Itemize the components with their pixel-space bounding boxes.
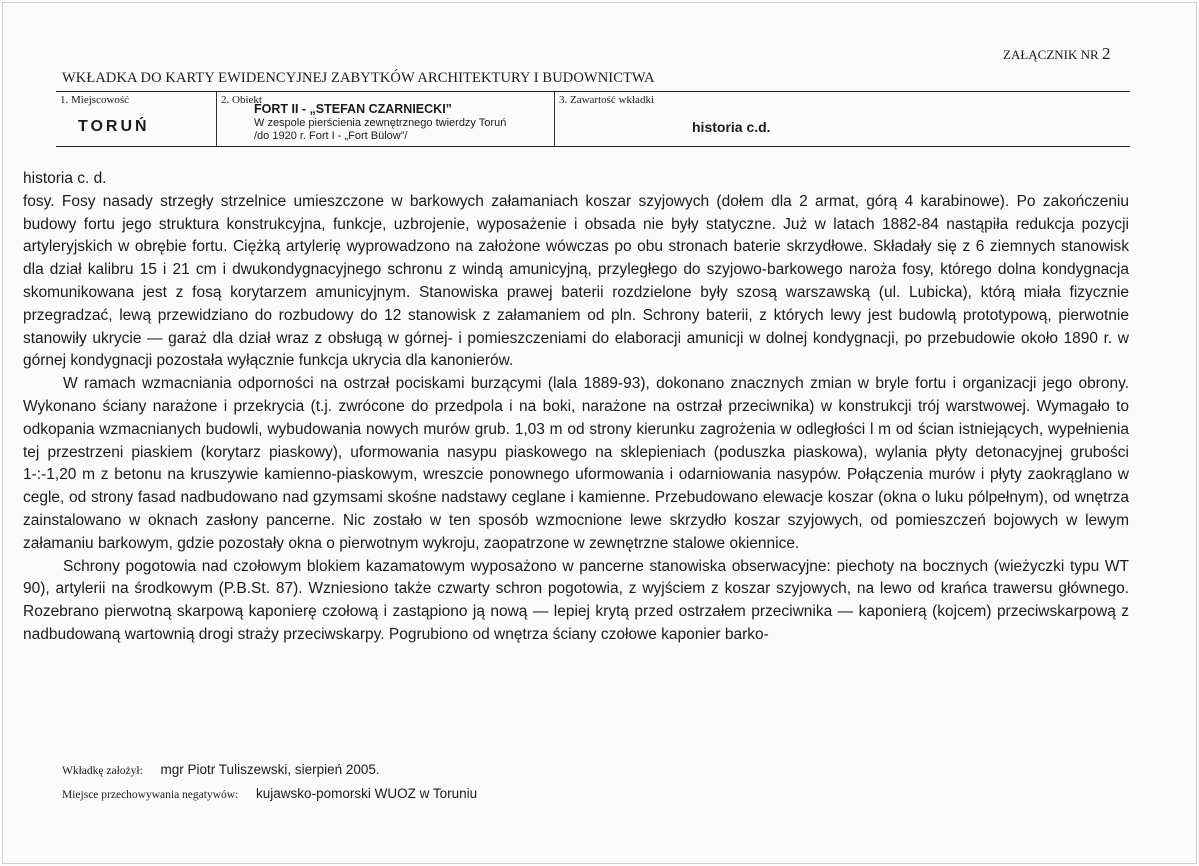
paragraph-1: fosy. Fosy nasady strzegły strzelnice umieszczone w barkowych załamaniach koszar szyjowych (dołem dla 2 armat, górą 4 karabinowe). Po zakończeniu budowy fortu jego struktura konstrukcyjna, funkcje, uzbrojenie, wyposażenie i obsada nie były statyczne. Już w latach 1882-84 nastąpiła redukcja pozycji artyleryjskich w obrębie fortu. Ciężką artylerię wyprowadzono na założone wówczas po obu stronach baterie skrzydłowe. Składały się z 6 ziemnych stanowisk dla dział kalibru 15 i 21 cm i dwukondygnacyjnego schronu z windą amunicyjną, przyległego do szyjowo-barkowego naroża fosy, którego dolna kondygnacja skomunikowana jest z fosą korytarzem amunicyjnym. Stanowiska prawej baterii rozdzielone były szosą warszawską (ul. Lubicka), którą miała fizycznie przegradzać, lewą przewidziano do rozbudowy do 12 stanowisk z załamaniem od pln. Schrony baterii, z których lewy jest budowlą prototypową, pierwotnie stanowiły ukrycie — garaż dla dział wraz z obsługą w górnej- i pomieszczeniami do elaboracji amunicji w dolnej kondygnacji, po przebudowie około 1890 r. w górnej kondygnacji pozostała wyłącznie funkcja ukrycia dla kanonierów. — [23, 192, 1129, 370]
object-name: FORT II - „STEFAN CZARNIECKI” — [254, 102, 452, 116]
cell-object — [217, 92, 555, 146]
header-table — [56, 91, 1130, 147]
locality-value: TORUŃ — [78, 118, 150, 135]
contents-value: historia c.d. — [692, 119, 771, 135]
cell-locality — [56, 92, 217, 146]
form-title: WKŁADKA DO KARTY EWIDENCYJNEJ ZABYTKÓW ARCHITEKTURY I BUDOWNICTWA — [62, 70, 655, 86]
paragraph-3: Schrony pogotowia nad czołowym blokiem kazamatowym wyposażono w pancerne stanowiska obserwacyjne: piechoty na bocznych (wieżyczki typu WT 90), artylerii na środkowym (P.B.St. 87). Wzniesiono także czwarty schron pogotowia, z wyjściem z koszar szyjowych, na lewo od krańca trawersu głównego. Rozebrano pierwotną skarpową kaponierę czołową i zastąpiono ją nową — lepiej krytą przed ostrzałem przeciwnika — kaponierą (kojcem) przeciwskarpową z nadbudowaną wartownią drogi straży przeciwskarpy. Pogrubiono od wnętrza ściany czołowe kaponier barko- — [23, 557, 1129, 643]
body-text — [23, 168, 1129, 647]
object-description — [254, 117, 554, 143]
locality-label: 1. Miejscowość — [60, 94, 130, 106]
paragraph-2: W ramach wzmacniania odporności na ostrzał pociskami burzącymi (lala 1889-93), dokonano znacznych zmian w bryle fortu i organizacji jego obrony. Wykonano ściany narażone i przekrycia (t.j. zwrócone do przedpola i na boki, narażone na ostrzał przeciwnika) w konstrukcji trój warstwowej. Wymagało to odkopania wzmacnianych budowli, wybudowania nowych murów grub. 1,03 m od strony kierunku zagrożenia w odległości l m od ścian istniejących, wypełnienia tej przestrzeni piaskiem (korytarz piaskowy), uformowania nasypu piaskowego na sklepieniach (poduszka piaskowa), wylania płyty detonacyjnej grubości 1-:-1,20 m z betonu na kruszywie kamienno-piaskowym, wreszcie ponownego uformowania i odarniowania nasypów. Połączenia murów i płyty zaokrąglano w cegle, od strony fasad nadbudowano nad gzymsami skośne nadstawy ceglane i kamienne. Przebudowano elewacje koszar (okna o luku pólpełnym), od wnętrza zainstalowano w oknach zasłony pancerne. Nic zostało w ten sposób wzmocnione lewe skrzydło koszar szyjowych, od pomieszczeń bojowych w lewym załamaniu barkowym, gdzie pozostały okna o pierwotnym wykroju, zaopatrzone w zewnętrzne stalowe okiennice. — [23, 375, 1129, 552]
author-label: Wkładkę założył: — [62, 765, 143, 777]
annex-number-value: 2 — [1101, 44, 1111, 63]
author-value: mgr Piotr Tuliszewski, sierpień 2005. — [160, 762, 380, 777]
footer-storage — [62, 786, 477, 801]
object-description-line-1: W zespole pierścienia zewnętrznego twierdzy Toruń — [254, 117, 507, 129]
annex-label: ZAŁĄCZNIK NR — [1003, 47, 1099, 62]
contents-label: 3. Zawartość wkładki — [559, 94, 654, 106]
object-label: 2. Obiekt — [221, 94, 262, 106]
object-description-line-2: /do 1920 r. Fort I - „Fort Bülow”/ — [254, 130, 408, 142]
storage-value: kujawsko-pomorski WUOZ w Toruniu — [256, 786, 478, 801]
annex-number — [1003, 44, 1110, 64]
storage-label: Miejsce przechowywania negatywów: — [62, 789, 239, 801]
body-heading: historia c. d. — [23, 170, 107, 187]
cell-contents — [555, 92, 1130, 146]
footer-author — [62, 762, 380, 777]
